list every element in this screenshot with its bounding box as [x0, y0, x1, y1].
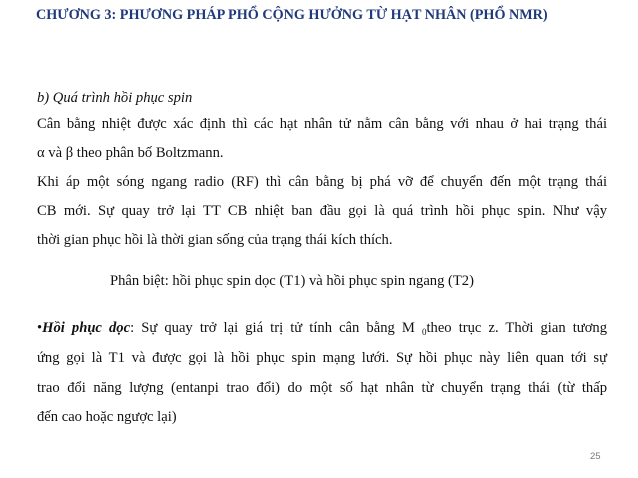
paragraph2-line3: thời gian phục hồi là thời gian sống của trạng thái kích thích. — [37, 232, 393, 248]
subscript-zero: 0 — [421, 327, 427, 337]
paragraph3-line1-rest: : Sự quay trở lại giá trị tử tính cân bằng M — [130, 320, 422, 336]
paragraph2-line2: CB mới. Sự quay trở lại TT CB nhiệt ban đầu gọi là quá trình hồi phục spin. Như vậy — [37, 203, 607, 219]
paragraph3-line4: đến cao hoặc ngược lại) — [37, 409, 177, 425]
paragraph1-line2: α và β theo phân bố Boltzmann. — [37, 145, 224, 161]
paragraph3-line2: ứng gọi là T1 và được gọi là hồi phục spin mạng lưới. Sự hồi phục này liên quan tới sự — [37, 350, 607, 366]
bullet: • — [37, 320, 43, 336]
term-hoi-phuc-doc: Hồi phục dọc — [42, 320, 131, 336]
section-heading: b) Quá trình hồi phục spin — [37, 90, 193, 106]
page-number: 25 — [590, 451, 601, 462]
paragraph1-line1: Cân bằng nhiệt được xác định thì các hạt nhân tử nằm cân bằng với nhau ở hai trạng thái — [37, 116, 607, 132]
paragraph3-line1 — [37, 320, 607, 337]
slide-title: CHƯƠNG 3: PHƯƠNG PHÁP PHỔ CỘNG HƯỞNG TỪ HẠT NHÂN (PHỔ NMR) — [36, 7, 548, 23]
paragraph3-line1-end: theo trục z. Thời gian tương — [426, 320, 608, 336]
paragraph2-line1: Khi áp một sóng ngang radio (RF) thì cân bằng bị phá vỡ để chuyển đến một trạng thái — [37, 174, 607, 190]
distinction-line: Phân biệt: hồi phục spin dọc (T1) và hồi phục spin ngang (T2) — [110, 273, 474, 289]
paragraph3-line3: trao đổi năng lượng (entanpi trao đổi) do một số hạt nhân từ chuyển trạng thái (từ thấp — [37, 380, 607, 396]
